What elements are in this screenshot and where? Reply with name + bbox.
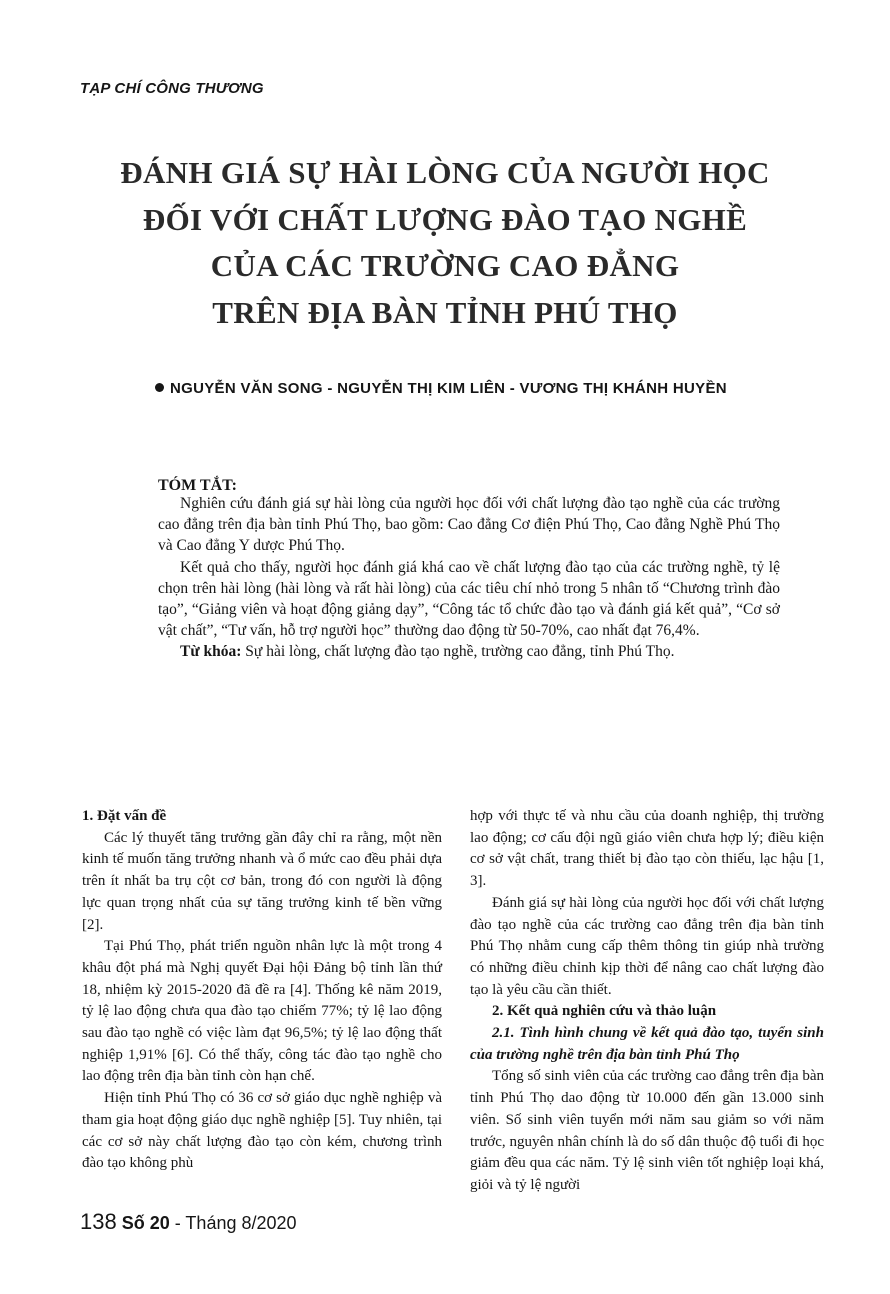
- title-line: ĐỐI VỚI CHẤT LƯỢNG ĐÀO TẠO NGHỀ: [142, 201, 748, 237]
- issue-number: Số 20: [121, 1213, 170, 1233]
- body-paragraph: Các lý thuyết tăng trưởng gần đây chỉ ra rằng, một nền kinh tế muốn tăng trưởng nhanh và ổ mức cao đều phải dựa trên ít nhất ba trụ cột cơ bản, trong đó con người là động lực quan trọng nhất của sự tăng trưởng kinh tế bền vững [2].: [82, 829, 442, 933]
- subsection-heading: 2.1. Tình hình chung về kết quả đào tạo, tuyển sinh của trường nghề trên địa bàn tỉnh Phú Thọ: [470, 1025, 824, 1063]
- body-paragraph: hợp với thực tế và nhu cầu của doanh nghiệp, thị trường lao động; cơ cấu đội ngũ giáo viên chưa hợp lý; điều kiện cơ sở vật chất, trang thiết bị đào tạo còn thiếu, lạc hậu [1, 3].: [470, 808, 824, 890]
- section-heading: 2. Kết quả nghiên cứu và thảo luận: [492, 1003, 717, 1020]
- title-line: ĐÁNH GIÁ SỰ HÀI LÒNG CỦA NGƯỜI HỌC: [120, 155, 770, 190]
- abstract-paragraph: Nghiên cứu đánh giá sự hài lòng của người học đối với chất lượng đào tạo nghề của các trường cao đẳng trên địa bàn tỉnh Phú Thọ, bao gồm: Cao đẳng Cơ điện Phú Thọ, Cao đẳng Nghề Phú Thọ và Cao đẳng Y dược Phú Thọ.: [158, 495, 780, 555]
- bullet-icon: [155, 383, 164, 392]
- author-line: [155, 380, 727, 397]
- page-footer: [80, 1209, 297, 1235]
- section-heading: 1. Đặt vấn đề: [82, 808, 167, 824]
- issue-date: - Tháng 8/2020: [169, 1213, 297, 1233]
- article-title: [60, 150, 830, 336]
- body-paragraph: Đánh giá sự hài lòng của người học đối với chất lượng đào tạo nghề của các trường cao đẳng trên địa bàn tỉnh Phú Thọ nhằm cung cấp thêm thông tin giúp nhà trường có những điều chỉnh kịp thời để nâng cao chất lượng đào tạo là yêu cầu cần thiết.: [470, 894, 824, 998]
- keywords-label: Từ khóa:: [180, 643, 242, 661]
- abstract-paragraph: Kết quả cho thấy, người học đánh giá khá cao về chất lượng đào tạo của các trường nghề, tỷ lệ chọn trên hài lòng (hài lòng và rất hài lòng) của các tiêu chí nhỏ trong 5 nhân tố “Chương trình đào tạo”, “Giảng viên và hoạt động giảng dạy”, “Công tác tổ chức đào tạo và đánh giá kết quả”, “Cơ sở vật chất”, “Tư vấn, hỗ trợ người học” thường dao động từ 50-70%, cao nhất đạt 76,4%.: [158, 558, 780, 640]
- title-line: CỦA CÁC TRƯỜNG CAO ĐẲNG: [210, 248, 680, 283]
- body-paragraph: Hiện tỉnh Phú Thọ có 36 cơ sở giáo dục nghề nghiệp và tham gia hoạt động giáo dục nghề nghiệp [5]. Tuy nhiên, tại các cơ sở này chất lượng đào tạo còn kém, chương trình đào tạo không phù: [82, 1090, 442, 1172]
- keywords-text: Sự hài lòng, chất lượng đào tạo nghề, trường cao đẳng, tỉnh Phú Thọ.: [241, 643, 675, 661]
- right-column: [470, 806, 824, 1197]
- abstract-heading: TÓM TẮT:: [158, 477, 237, 494]
- page-number: 138: [80, 1209, 117, 1234]
- body-paragraph: Tổng số sinh viên của các trường cao đẳng trên địa bàn tỉnh Phú Thọ dao động từ 10.000 đến gần 13.000 sinh viên. Số sinh viên tuyển mới năm sau giảm so với năm trước, nguyên nhân chính là do số dân thuộc độ tuổi đi học giảm đều qua các năm. Tỷ lệ sinh viên tốt nghiệp loại khá, giỏi và tỷ lệ người: [470, 1068, 824, 1193]
- left-column: [82, 806, 442, 1175]
- abstract: [158, 493, 780, 663]
- journal-name: TẠP CHÍ CÔNG THƯƠNG: [80, 80, 264, 97]
- body-paragraph: Tại Phú Thọ, phát triển nguồn nhân lực là một trong 4 khâu đột phá mà Nghị quyết Đại hội Đảng bộ tỉnh lần thứ 18, nhiệm kỳ 2015-2020 đã đề ra [4]. Thống kê năm 2019, tỷ lệ lao động chưa qua đào tạo chiếm 77%; tỷ lệ lao động sau đào tạo nghề có việc làm đạt 96,5%; tỷ lệ lao động thất nghiệp 1,91% [6]. Có thể thấy, công tác đào tạo nghề cho lao động trên địa bàn tỉnh còn hạn chế.: [82, 938, 442, 1085]
- authors: NGUYỄN VĂN SONG - NGUYỄN THỊ KIM LIÊN - VƯƠNG THỊ KHÁNH HUYỀN: [170, 380, 727, 397]
- keywords: [158, 641, 780, 662]
- title-line: TRÊN ĐỊA BÀN TỈNH PHÚ THỌ: [212, 294, 678, 330]
